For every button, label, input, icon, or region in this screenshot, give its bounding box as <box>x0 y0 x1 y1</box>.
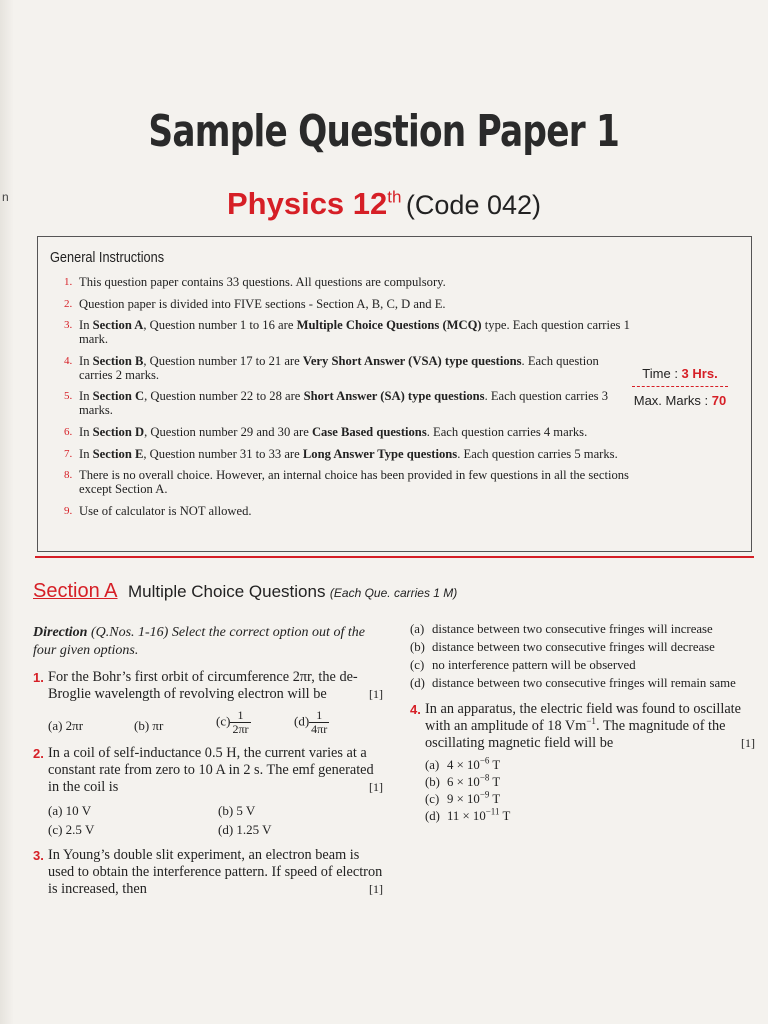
instruction-text: , Question number 31 to 33 are <box>143 446 303 461</box>
instruction-number: 9. <box>64 504 73 517</box>
option-base: 11 × 10 <box>447 809 486 823</box>
instruction-emphasis: Section D <box>92 424 145 439</box>
fraction: $\frac{1}{4\pi r}$ <box>311 708 328 736</box>
instruction-number: 2. <box>64 297 73 310</box>
instruction-emphasis: Section C <box>92 389 145 404</box>
option-base: 6 × 10 <box>447 775 480 789</box>
option-exponent: −9 <box>479 789 490 800</box>
instructions-list <box>64 275 634 525</box>
section-heading <box>33 580 457 603</box>
option-d: (d) $\frac{1}{4\pi r}$ <box>294 708 328 736</box>
option-d <box>425 806 755 824</box>
instruction-item <box>64 318 634 346</box>
instruction-emphasis: Long Answer Type questions <box>302 446 458 461</box>
instruction-text: In <box>79 389 93 404</box>
subject-code: (Code 042) <box>405 190 542 220</box>
instruction-text: In <box>79 353 93 368</box>
time-info: Time : 3 Hrs. <box>642 366 718 381</box>
option-base: 9 × 10 <box>447 792 480 806</box>
option-text: distance between two consecutive fringes will decrease <box>432 640 715 654</box>
instructions-heading: General Instructions <box>50 249 165 266</box>
question-marks: [1] <box>369 780 383 794</box>
instruction-number: 3. <box>64 319 73 332</box>
instruction-emphasis: Very Short Answer (VSA) type questions <box>302 353 522 368</box>
instruction-emphasis: Case Based questions <box>311 424 427 439</box>
option-unit: T <box>489 758 501 772</box>
option-label: (c) <box>410 658 425 672</box>
question-text: In Young’s double slit experiment, an electron beam is used to obtain the interference pattern. If speed of electron is increased, then <box>48 847 383 897</box>
question-text: For the Bohr’s first orbit of circumference 2πr, the de-Broglie wavelength of revolving electron will be <box>48 669 358 702</box>
instruction-number: 1. <box>64 276 73 288</box>
option-c: (c) $\frac{1}{2\pi r}$ <box>216 708 249 736</box>
options <box>48 709 383 736</box>
instruction-number: 6. <box>64 425 73 438</box>
question-marks: [1] <box>741 736 755 750</box>
option-label: (d) <box>425 809 440 823</box>
instruction-text: In <box>79 446 93 461</box>
instruction-text: Question paper is divided into FIVE sections - Section A, B, C, D and E. <box>79 296 446 311</box>
section-title: Multiple Choice Questions <box>127 582 326 601</box>
option-b: (b) πr <box>134 718 164 733</box>
left-column <box>33 624 383 898</box>
instruction-text: type. Each question carries 1 mark. <box>79 318 630 347</box>
instruction-text: There is no overall choice. However, an internal choice has been provided in few questions in all the sections except Section A. <box>79 468 629 497</box>
option-d: (d) 1.25 V <box>218 822 272 837</box>
meta-divider <box>632 386 728 387</box>
page-title: Sample Question Paper 1 <box>148 106 620 157</box>
option-text: distance between two consecutive fringes will remain same <box>432 676 736 690</box>
instruction-emphasis: Short Answer (SA) type questions <box>303 389 485 404</box>
option-c: (c) 2.5 V <box>48 822 95 837</box>
option-unit: T <box>499 809 511 823</box>
instruction-text: , Question number 22 to 28 are <box>144 389 304 404</box>
time-value: 3 Hrs. <box>681 366 718 381</box>
option-a: (a) 10 V <box>48 803 92 818</box>
instruction-text: . Each question carries 3 marks. <box>79 389 609 418</box>
instruction-text: In <box>79 424 93 439</box>
instruction-text: Use of calculator is NOT allowed. <box>79 503 252 518</box>
option-label: (b) <box>410 640 425 654</box>
question-4 <box>410 701 755 824</box>
instruction-text: In <box>79 318 93 333</box>
marks-value: 70 <box>711 393 727 408</box>
instruction-text: . Each question carries 5 marks. <box>457 446 618 461</box>
instruction-emphasis: Multiple Choice Questions (MCQ) <box>296 318 482 333</box>
instruction-item <box>64 275 634 289</box>
exam-meta <box>632 366 728 408</box>
question-2 <box>33 745 383 838</box>
option-c <box>425 789 755 807</box>
margin-mark: n <box>2 190 9 204</box>
option-text: distance between two consecutive fringes will increase <box>432 622 713 636</box>
instruction-item <box>64 297 634 311</box>
option-base: 4 × 10 <box>447 758 480 772</box>
section-note: (Each Que. carries 1 M) <box>329 586 458 600</box>
options <box>48 802 383 838</box>
instruction-number: 5. <box>64 390 73 403</box>
option-d <box>410 676 755 691</box>
instruction-text: , Question number 17 to 21 are <box>143 353 303 368</box>
class-suffix: th <box>387 187 402 207</box>
option-label: (a) <box>410 622 425 636</box>
option-a <box>410 622 755 637</box>
question-number: 4. <box>410 702 421 717</box>
subject-name: Physics 12th <box>226 186 402 221</box>
option-b <box>425 772 755 790</box>
instruction-number: 8. <box>64 469 73 482</box>
option-text: no interference pattern will be observed <box>432 658 636 672</box>
option-exponent: −6 <box>479 755 490 766</box>
direction-text: Direction (Q.Nos. 1-16) Select the correct option out of the four given options. <box>33 625 365 658</box>
option-a <box>425 755 755 773</box>
option-label: (a) <box>425 758 440 772</box>
instruction-emphasis: Section B <box>92 353 144 368</box>
option-b: (b) 5 V <box>218 803 256 818</box>
right-column <box>410 622 755 826</box>
question-3-options <box>410 622 755 691</box>
instruction-item <box>64 504 634 518</box>
instruction-item <box>64 389 634 417</box>
question-marks: [1] <box>369 882 383 896</box>
instruction-emphasis: Section A <box>92 318 144 333</box>
question-number: 1. <box>33 670 44 685</box>
question-number: 2. <box>33 746 44 761</box>
option-c <box>410 658 755 673</box>
question-text: In a coil of self-inductance 0.5 H, the current varies at a constant rate from zero to 10 A in 2 s. The emf generated in the coil is <box>48 745 374 795</box>
option-exponent: −8 <box>479 772 490 783</box>
option-label: (d) <box>410 676 425 690</box>
instruction-item <box>64 468 634 496</box>
instruction-text: . Each question carries 4 marks. <box>426 424 588 439</box>
instruction-item <box>64 354 634 382</box>
fraction: $\frac{1}{2\pi r}$ <box>232 708 249 736</box>
question-number: 3. <box>33 848 44 863</box>
question-text: In an apparatus, the electric field was found to oscillate with an amplitude of 18 $Vm^{-1}$. The magnitude of the oscillating magnetic field will be <box>425 701 741 751</box>
question-1 <box>33 669 383 736</box>
option-label: (b) <box>425 775 440 789</box>
instruction-text: , Question number 29 and 30 are <box>144 424 312 439</box>
options <box>425 755 755 824</box>
instruction-text: , Question number 1 to 16 are <box>143 318 297 333</box>
instruction-emphasis: Section E <box>92 446 144 461</box>
option-unit: T <box>489 775 501 789</box>
option-a: (a) 2πr <box>48 718 84 733</box>
option-exponent: −11 <box>485 806 500 817</box>
marks-info: Max. Marks : 70 <box>633 393 727 408</box>
instruction-item <box>64 425 634 439</box>
option-b <box>410 640 755 655</box>
question-marks: [1] <box>369 687 383 701</box>
instruction-number: 7. <box>64 447 73 460</box>
option-label: (c) <box>425 792 440 806</box>
instruction-text: This question paper contains 33 questions. All questions are compulsory. <box>79 275 446 289</box>
paper-subtitle <box>0 186 768 222</box>
option-unit: T <box>489 792 501 806</box>
instruction-item <box>64 447 634 461</box>
scan-edge <box>0 0 14 1024</box>
question-3 <box>33 847 383 898</box>
instruction-number: 4. <box>64 354 73 367</box>
instruction-text: . Each question carries 2 marks. <box>79 353 599 382</box>
section-name: Section A <box>33 580 118 602</box>
